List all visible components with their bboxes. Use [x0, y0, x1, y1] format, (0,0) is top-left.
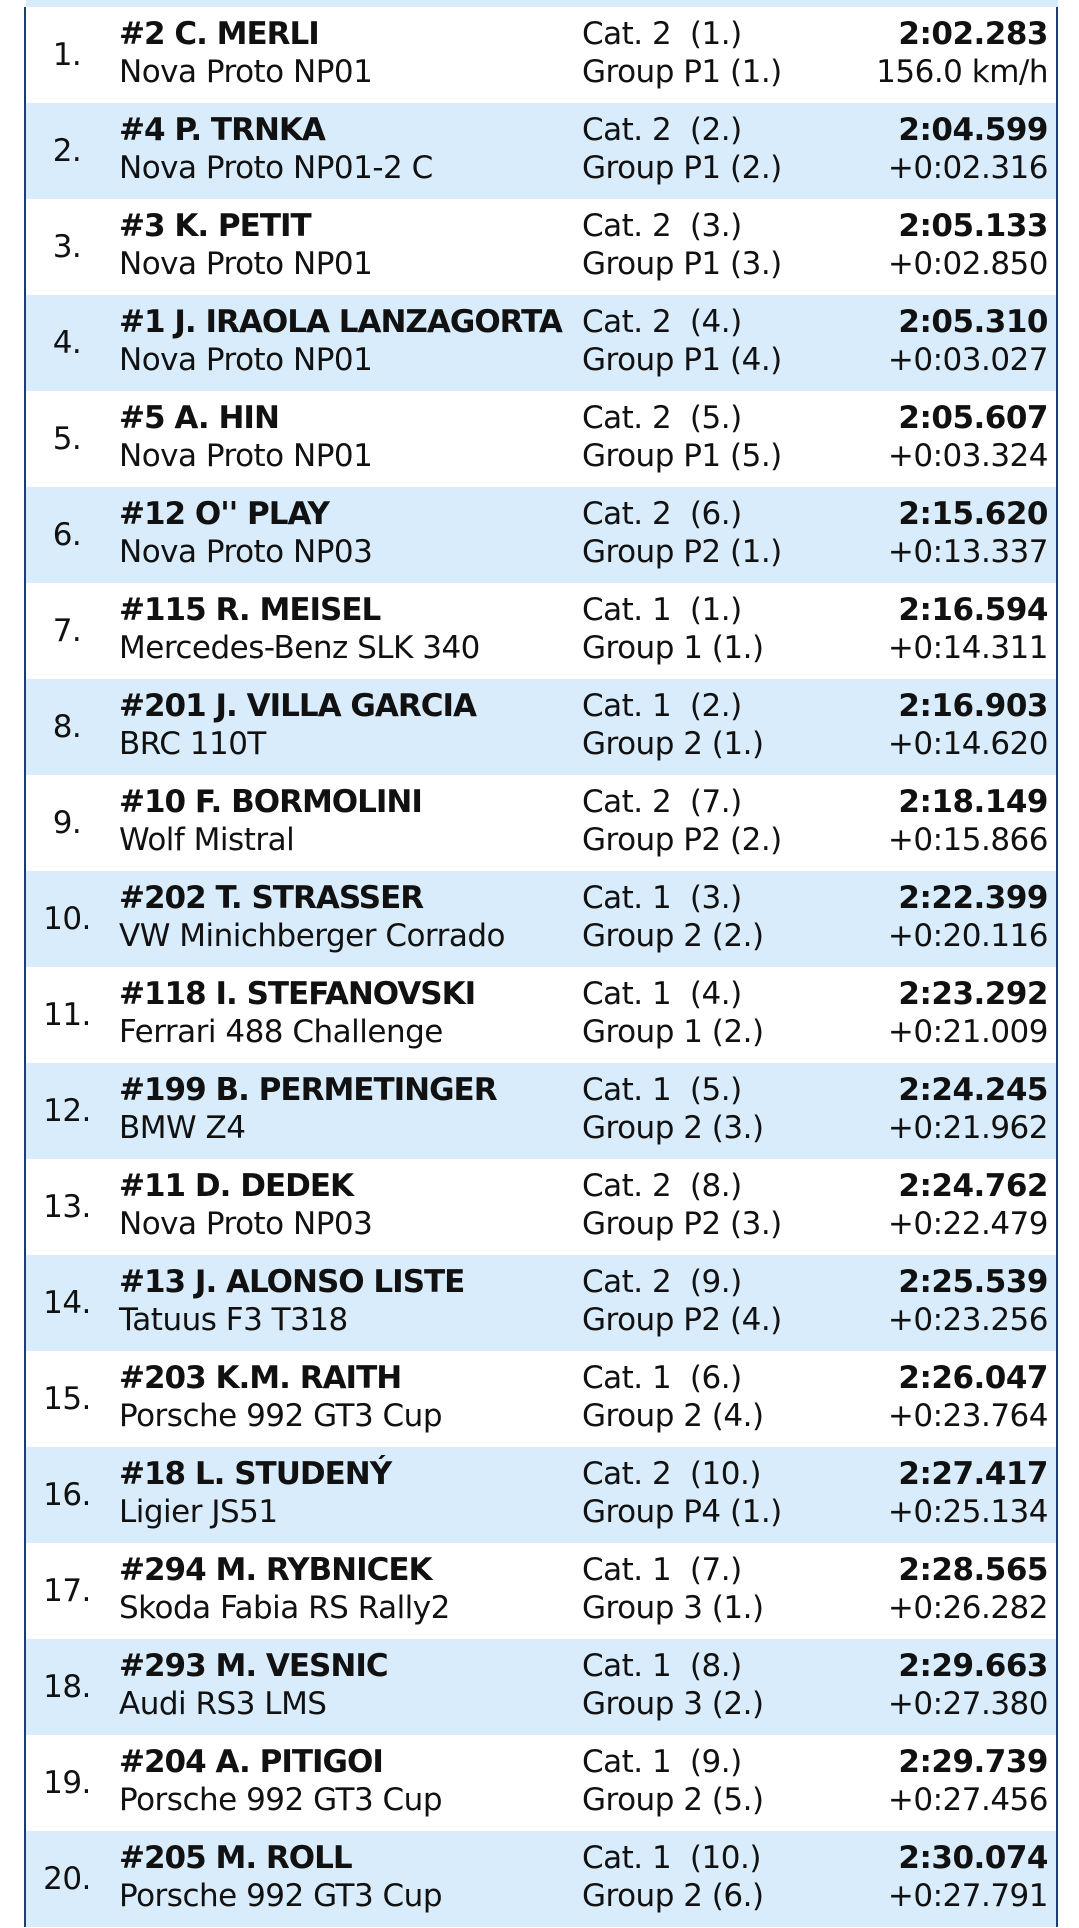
- group-rank: Group P2 (3.): [582, 1206, 782, 1242]
- position-number: 8.: [52, 709, 82, 745]
- gap-or-speed: +0:02.316: [887, 150, 1048, 186]
- table-row[interactable]: [26, 775, 1056, 871]
- category-rank: Cat. 2 (10.): [582, 1456, 761, 1492]
- gap-or-speed: +0:26.282: [887, 1590, 1048, 1626]
- position-number: 13.: [43, 1189, 91, 1225]
- results-table: [24, 7, 1058, 1927]
- driver-name: #1 J. IRAOLA LANZAGORTA: [119, 304, 562, 340]
- lap-time: 2:16.594: [898, 592, 1048, 628]
- position-number: 3.: [52, 229, 82, 265]
- category-rank: Cat. 2 (2.): [582, 112, 742, 148]
- car-model: Ligier JS51: [119, 1494, 278, 1530]
- gap-or-speed: +0:27.791: [887, 1878, 1048, 1914]
- car-model: Nova Proto NP01: [119, 342, 373, 378]
- group-rank: Group 2 (6.): [582, 1878, 764, 1914]
- lap-time: 2:30.074: [898, 1840, 1048, 1876]
- driver-name: #11 D. DEDEK: [119, 1168, 354, 1204]
- lap-time: 2:29.663: [898, 1648, 1048, 1684]
- car-model: Ferrari 488 Challenge: [119, 1014, 443, 1050]
- driver-name: #201 J. VILLA GARCIA: [119, 688, 476, 724]
- car-model: Nova Proto NP01: [119, 438, 373, 474]
- car-model: Nova Proto NP01-2 C: [119, 150, 433, 186]
- group-rank: Group P2 (4.): [582, 1302, 782, 1338]
- driver-name: #294 M. RYBNICEK: [119, 1552, 432, 1588]
- table-row[interactable]: [26, 967, 1056, 1063]
- category-rank: Cat. 1 (4.): [582, 976, 742, 1012]
- gap-or-speed: +0:13.337: [887, 534, 1048, 570]
- car-model: Nova Proto NP01: [119, 246, 373, 282]
- lap-time: 2:26.047: [898, 1360, 1048, 1396]
- table-row[interactable]: [26, 199, 1056, 295]
- table-row[interactable]: [26, 391, 1056, 487]
- gap-or-speed: +0:23.256: [887, 1302, 1048, 1338]
- group-rank: Group P1 (1.): [582, 54, 782, 90]
- lap-time: 2:18.149: [898, 784, 1048, 820]
- lap-time: 2:05.607: [898, 400, 1048, 436]
- lap-time: 2:28.565: [898, 1552, 1048, 1588]
- position-number: 15.: [43, 1381, 91, 1417]
- driver-name: #204 A. PITIGOI: [119, 1744, 383, 1780]
- group-rank: Group P1 (4.): [582, 342, 782, 378]
- position-number: 5.: [52, 421, 82, 457]
- lap-time: 2:16.903: [898, 688, 1048, 724]
- table-row[interactable]: [26, 1063, 1056, 1159]
- driver-name: #118 I. STEFANOVSKI: [119, 976, 476, 1012]
- driver-name: #115 R. MEISEL: [119, 592, 381, 628]
- table-row[interactable]: [26, 1639, 1056, 1735]
- lap-time: 2:02.283: [898, 16, 1048, 52]
- position-number: 2.: [52, 133, 82, 169]
- driver-name: #293 M. VESNIC: [119, 1648, 388, 1684]
- category-rank: Cat. 1 (10.): [582, 1840, 761, 1876]
- position-number: 9.: [52, 805, 82, 841]
- category-rank: Cat. 2 (8.): [582, 1168, 742, 1204]
- car-model: Mercedes-Benz SLK 340: [119, 630, 480, 666]
- table-row[interactable]: [26, 1159, 1056, 1255]
- category-rank: Cat. 1 (8.): [582, 1648, 742, 1684]
- gap-or-speed: +0:25.134: [887, 1494, 1048, 1530]
- car-model: Porsche 992 GT3 Cup: [119, 1398, 442, 1434]
- position-number: 18.: [43, 1669, 91, 1705]
- car-model: Wolf Mistral: [119, 822, 295, 858]
- position-number: 16.: [43, 1477, 91, 1513]
- position-number: 19.: [43, 1765, 91, 1801]
- table-row[interactable]: [26, 1543, 1056, 1639]
- driver-name: #10 F. BORMOLINI: [119, 784, 422, 820]
- driver-name: #18 L. STUDENÝ: [119, 1456, 392, 1492]
- gap-or-speed: +0:22.479: [887, 1206, 1048, 1242]
- lap-time: 2:15.620: [898, 496, 1048, 532]
- car-model: BMW Z4: [119, 1110, 246, 1146]
- driver-name: #202 T. STRASSER: [119, 880, 424, 916]
- gap-or-speed: +0:03.324: [887, 438, 1048, 474]
- category-rank: Cat. 1 (6.): [582, 1360, 742, 1396]
- table-row[interactable]: [26, 679, 1056, 775]
- group-rank: Group 1 (2.): [582, 1014, 764, 1050]
- car-model: Nova Proto NP03: [119, 534, 373, 570]
- car-model: Porsche 992 GT3 Cup: [119, 1782, 442, 1818]
- category-rank: Cat. 1 (9.): [582, 1744, 742, 1780]
- group-rank: Group 2 (2.): [582, 918, 764, 954]
- position-number: 10.: [43, 901, 91, 937]
- driver-name: #205 M. ROLL: [119, 1840, 352, 1876]
- gap-or-speed: +0:02.850: [887, 246, 1048, 282]
- position-number: 11.: [43, 997, 91, 1033]
- group-rank: Group 3 (2.): [582, 1686, 764, 1722]
- driver-name: #5 A. HIN: [119, 400, 279, 436]
- group-rank: Group P1 (2.): [582, 150, 782, 186]
- category-rank: Cat. 2 (4.): [582, 304, 742, 340]
- gap-or-speed: +0:14.620: [887, 726, 1048, 762]
- table-row[interactable]: [26, 7, 1056, 103]
- lap-time: 2:24.245: [898, 1072, 1048, 1108]
- driver-name: #13 J. ALONSO LISTE: [119, 1264, 465, 1300]
- table-row[interactable]: [26, 295, 1056, 391]
- gap-or-speed: +0:21.009: [887, 1014, 1048, 1050]
- position-number: 17.: [43, 1573, 91, 1609]
- lap-time: 2:29.739: [898, 1744, 1048, 1780]
- lap-time: 2:22.399: [898, 880, 1048, 916]
- position-number: 1.: [52, 37, 82, 73]
- gap-or-speed: +0:15.866: [887, 822, 1048, 858]
- lap-time: 2:05.133: [898, 208, 1048, 244]
- group-rank: Group P1 (3.): [582, 246, 782, 282]
- group-rank: Group 3 (1.): [582, 1590, 764, 1626]
- table-row[interactable]: [26, 1447, 1056, 1543]
- gap-or-speed: +0:14.311: [887, 630, 1048, 666]
- gap-or-speed: +0:23.764: [887, 1398, 1048, 1434]
- table-row[interactable]: [26, 871, 1056, 967]
- car-model: VW Minichberger Corrado: [119, 918, 506, 954]
- car-model: Nova Proto NP01: [119, 54, 373, 90]
- driver-name: #12 O'' PLAY: [119, 496, 329, 532]
- lap-time: 2:25.539: [898, 1264, 1048, 1300]
- car-model: Nova Proto NP03: [119, 1206, 373, 1242]
- category-rank: Cat. 2 (1.): [582, 16, 742, 52]
- driver-name: #2 C. MERLI: [119, 16, 319, 52]
- category-rank: Cat. 2 (3.): [582, 208, 742, 244]
- category-rank: Cat. 2 (9.): [582, 1264, 742, 1300]
- group-rank: Group 2 (1.): [582, 726, 764, 762]
- table-row[interactable]: [26, 583, 1056, 679]
- gap-or-speed: +0:21.962: [887, 1110, 1048, 1146]
- category-rank: Cat. 1 (1.): [582, 592, 742, 628]
- position-number: 7.: [52, 613, 82, 649]
- table-row[interactable]: [26, 1351, 1056, 1447]
- group-rank: Group P4 (1.): [582, 1494, 782, 1530]
- position-number: 12.: [43, 1093, 91, 1129]
- lap-time: 2:27.417: [898, 1456, 1048, 1492]
- lap-time: 2:24.762: [898, 1168, 1048, 1204]
- category-rank: Cat. 1 (3.): [582, 880, 742, 916]
- car-model: Tatuus F3 T318: [119, 1302, 348, 1338]
- car-model: BRC 110T: [119, 726, 266, 762]
- category-rank: Cat. 1 (2.): [582, 688, 742, 724]
- category-rank: Cat. 1 (7.): [582, 1552, 742, 1588]
- driver-name: #3 K. PETIT: [119, 208, 311, 244]
- group-rank: Group P1 (5.): [582, 438, 782, 474]
- group-rank: Group 2 (4.): [582, 1398, 764, 1434]
- table-row[interactable]: [26, 103, 1056, 199]
- gap-or-speed: +0:27.380: [887, 1686, 1048, 1722]
- category-rank: Cat. 2 (6.): [582, 496, 742, 532]
- group-rank: Group P2 (2.): [582, 822, 782, 858]
- car-model: Porsche 992 GT3 Cup: [119, 1878, 442, 1914]
- car-model: Audi RS3 LMS: [119, 1686, 327, 1722]
- group-rank: Group 1 (1.): [582, 630, 764, 666]
- table-top-edge: [26, 0, 1058, 7]
- table-row[interactable]: [26, 487, 1056, 583]
- table-row[interactable]: [26, 1831, 1056, 1927]
- group-rank: Group 2 (5.): [582, 1782, 764, 1818]
- table-row[interactable]: [26, 1735, 1056, 1831]
- gap-or-speed: +0:20.116: [887, 918, 1048, 954]
- group-rank: Group 2 (3.): [582, 1110, 764, 1146]
- group-rank: Group P2 (1.): [582, 534, 782, 570]
- position-number: 14.: [43, 1285, 91, 1321]
- position-number: 6.: [52, 517, 82, 553]
- gap-or-speed: +0:03.027: [887, 342, 1048, 378]
- driver-name: #4 P. TRNKA: [119, 112, 325, 148]
- driver-name: #203 K.M. RAITH: [119, 1360, 402, 1396]
- category-rank: Cat. 2 (5.): [582, 400, 742, 436]
- category-rank: Cat. 2 (7.): [582, 784, 742, 820]
- lap-time: 2:05.310: [898, 304, 1048, 340]
- gap-or-speed: 156.0 km/h: [876, 54, 1048, 90]
- position-number: 20.: [43, 1861, 91, 1897]
- car-model: Skoda Fabia RS Rally2: [119, 1590, 450, 1626]
- position-number: 4.: [52, 325, 82, 361]
- table-row[interactable]: [26, 1255, 1056, 1351]
- category-rank: Cat. 1 (5.): [582, 1072, 742, 1108]
- driver-name: #199 B. PERMETINGER: [119, 1072, 497, 1108]
- lap-time: 2:23.292: [898, 976, 1048, 1012]
- lap-time: 2:04.599: [898, 112, 1048, 148]
- gap-or-speed: +0:27.456: [887, 1782, 1048, 1818]
